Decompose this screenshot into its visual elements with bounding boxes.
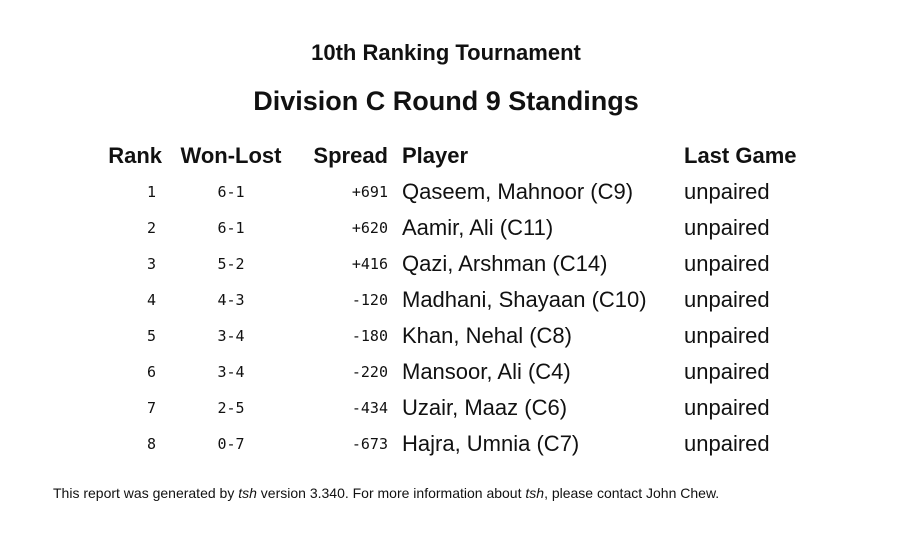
column-header-last-game: Last Game [684, 143, 797, 168]
spread-cell: +416 [351, 255, 388, 273]
table-header-row [78, 138, 824, 174]
rank-cell: 1 [146, 183, 156, 201]
table-row [78, 210, 824, 246]
division-title: Division C Round 9 Standings [253, 86, 639, 116]
won-lost-cell: 6-1 [217, 219, 245, 237]
won-lost-cell: 5-2 [217, 255, 245, 273]
player-cell: Khan, Nehal (C8) [402, 323, 572, 348]
column-header-spread: Spread [313, 143, 388, 168]
footer-program-name-2: tsh [525, 485, 545, 501]
last-game-cell: unpaired [684, 179, 770, 204]
rank-cell: 8 [146, 435, 156, 453]
table-row [78, 282, 824, 318]
last-game-cell: unpaired [684, 287, 770, 312]
spread-cell: -673 [351, 435, 388, 453]
table-row [78, 354, 824, 390]
player-cell: Aamir, Ali (C11) [402, 215, 554, 240]
standings-table [78, 138, 824, 462]
player-cell: Qazi, Arshman (C14) [402, 251, 608, 276]
won-lost-cell: 6-1 [217, 183, 245, 201]
last-game-cell: unpaired [684, 323, 770, 348]
column-header-rank: Rank [108, 143, 162, 168]
footer-text-3: , please contact John Chew. [544, 485, 720, 501]
spread-cell: -120 [351, 291, 388, 309]
rank-cell: 6 [146, 363, 156, 381]
player-cell: Madhani, Shayaan (C10) [402, 287, 647, 312]
footer-text-1: This report was generated by [53, 485, 239, 501]
spread-cell: -220 [351, 363, 388, 381]
column-header-player: Player [402, 143, 469, 168]
report-footer [53, 485, 719, 501]
footer-text-2: version 3.340. For more information about [256, 485, 526, 501]
won-lost-cell: 2-5 [217, 399, 245, 417]
spread-cell: -434 [351, 399, 388, 417]
column-header-won-lost: Won-Lost [180, 143, 282, 168]
rank-cell: 5 [146, 327, 156, 345]
table-row [78, 174, 824, 210]
won-lost-cell: 0-7 [217, 435, 245, 453]
spread-cell: -180 [351, 327, 388, 345]
player-cell: Uzair, Maaz (C6) [402, 395, 568, 420]
table-row [78, 426, 824, 462]
tournament-title: 10th Ranking Tournament [311, 40, 581, 65]
last-game-cell: unpaired [684, 359, 770, 384]
rank-cell: 7 [146, 399, 156, 417]
won-lost-cell: 4-3 [217, 291, 245, 309]
player-cell: Qaseem, Mahnoor (C9) [402, 179, 634, 204]
footer-program-name: tsh [238, 485, 257, 501]
rank-cell: 4 [146, 291, 156, 309]
last-game-cell: unpaired [684, 215, 770, 240]
won-lost-cell: 3-4 [217, 363, 245, 381]
player-cell: Hajra, Umnia (C7) [402, 431, 580, 456]
table-row [78, 390, 824, 426]
spread-cell: +620 [351, 219, 388, 237]
table-row [78, 318, 824, 354]
last-game-cell: unpaired [684, 431, 770, 456]
rank-cell: 3 [146, 255, 156, 273]
last-game-cell: unpaired [684, 251, 770, 276]
last-game-cell: unpaired [684, 395, 770, 420]
spread-cell: +691 [351, 183, 388, 201]
rank-cell: 2 [146, 219, 156, 237]
player-cell: Mansoor, Ali (C4) [402, 359, 571, 384]
table-row [78, 246, 824, 282]
won-lost-cell: 3-4 [217, 327, 245, 345]
